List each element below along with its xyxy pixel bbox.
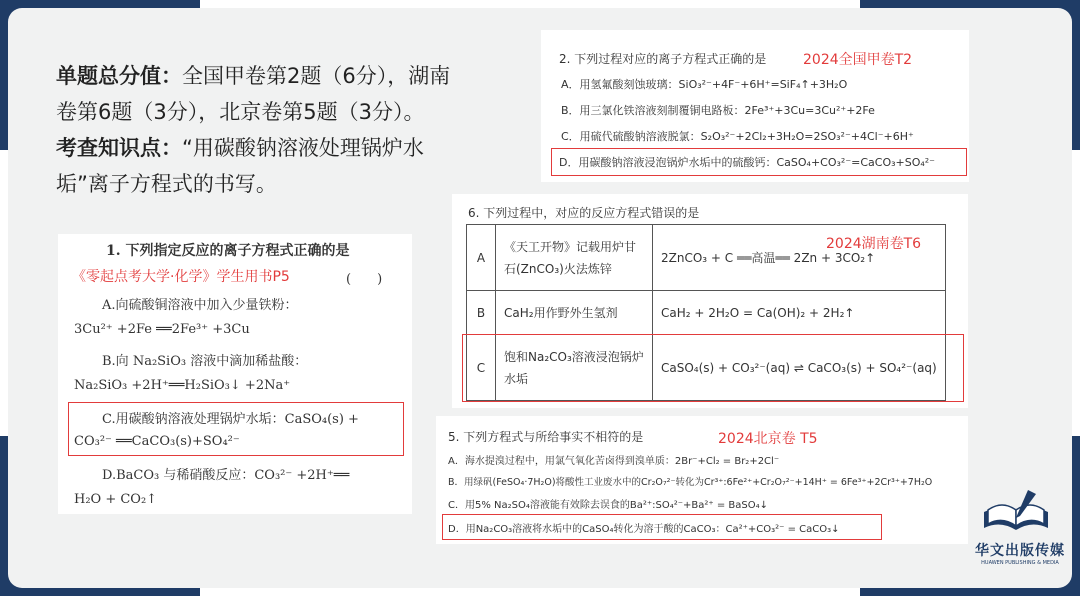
score-text: 全国甲卷第2题（6分），湖南卷第6题（3分），北京卷第5题（3分）。 (56, 64, 451, 124)
jia-option-c: C．用硫代硫酸钠溶液脱氯：S₂O₃²⁻+2Cl₂+3H₂O=2SO₃²⁻+4Cl⁻+6H⁺ (561, 130, 914, 143)
jia-option-b: B．用三氯化铁溶液刻制覆铜电路板：2Fe³⁺+3Cu=3Cu²⁺+2Fe (561, 104, 875, 117)
jia-option-d: D．用碳酸钠溶液浸泡锅炉水垢中的硫酸钙：CaSO₄+CO₃²⁻=CaCO₃+SO₄²⁻ (559, 156, 935, 169)
card-beijing (436, 416, 968, 544)
jia-option-a: A．用氢氟酸刻蚀玻璃：SiO₃²⁻+4F⁻+6H⁺=SiF₄↑+3H₂O (561, 78, 848, 91)
hunan-highlight-box (462, 334, 964, 402)
bj-question: 5. 下列方程式与所给事实不相符的是 (448, 430, 644, 444)
summary-text (56, 58, 466, 202)
bj-option-b: B．用绿矾(FeSO₄·7H₂O)将酸性工业废水中的Cr₂O₇²⁻转化为Cr³⁺:6Fe²⁺+Cr₂O₇²⁻+14H⁺ = 6Fe³⁺+2Cr³⁺+7H₂O (448, 477, 933, 488)
book-line-1: A.向硫酸铜溶液中加入少量铁粉： (102, 298, 298, 313)
row-eq: CaSO₄(s) + CO₃²⁻(aq) ⇌ CaCO₃(s) + SO₄²⁻(aq) (653, 335, 946, 401)
logo-name: 华文出版传媒 (975, 543, 1065, 559)
row-label: C (467, 335, 496, 401)
card-hunan (452, 194, 968, 408)
jia-tag: 2024全国甲卷T2 (803, 52, 913, 68)
row-eq: CaH₂ + 2H₂O = Ca(OH)₂ + 2H₂↑ (653, 291, 946, 335)
book-source: 《零起点考大学·化学》学生用书P5 (72, 269, 290, 285)
bj-tag: 2024北京卷 T5 (718, 431, 818, 447)
row-label: B (467, 291, 496, 335)
card-jia (541, 30, 969, 182)
book-line-6: CO₃²⁻ ══CaCO₃(s)+SO₄²⁻ (74, 434, 240, 449)
topic-text: “用碳酸钠溶液处理锅炉水垢”离子方程式的书写。 (56, 136, 424, 196)
row-desc: 《天工开物》记载用炉甘石(ZnCO₃)火法炼锌 (496, 225, 653, 291)
book-line-2: 3Cu²⁺ +2Fe ══2Fe³⁺ +3Cu (74, 322, 250, 337)
row-desc: CaH₂用作野外生氢剂 (496, 291, 653, 335)
hunan-question: 6. 下列过程中，对应的反应方程式错误的是 (468, 206, 700, 220)
book-question: 1. 下列指定反应的离子方程式正确的是 (106, 243, 350, 259)
row-desc: 饱和Na₂CO₃溶液浸泡锅炉水垢 (496, 335, 653, 401)
bj-option-a: A．海水提溴过程中，用氯气氧化苦卤得到溴单质：2Br⁻+Cl₂ = Br₂+2Cl⁻ (448, 456, 780, 467)
book-line-5: C.用碳酸钠溶液处理锅炉水垢：CaSO₄(s) + (102, 412, 359, 427)
publisher-logo (970, 488, 1070, 578)
bj-option-d: D．用Na₂CO₃溶液将水垢中的CaSO₄转化为溶于酸的CaCO₃：Ca²⁺+CO₃²⁻ = CaCO₃↓ (448, 524, 840, 535)
table-row (467, 225, 946, 291)
row-label: A (467, 225, 496, 291)
book-paren: ( ) (346, 272, 383, 287)
book-line-3: B.向 Na₂SiO₃ 溶液中滴加稀盐酸： (102, 354, 308, 369)
book-line-8: H₂O + CO₂↑ (74, 492, 158, 507)
card-textbook (58, 234, 412, 514)
jia-question: 2. 下列过程对应的离子方程式正确的是 (559, 52, 767, 66)
book-line-4: Na₂SiO₃ +2H⁺══H₂SiO₃↓ +2Na⁺ (74, 378, 291, 393)
book-line-7: D.BaCO₃ 与稀硝酸反应：CO₃²⁻ +2H⁺══ (102, 468, 350, 483)
book-pen-icon (980, 488, 1052, 532)
row-eq: 2ZnCO₃ + C ══高温══ 2Zn + 3CO₂↑ (653, 225, 946, 291)
hunan-tag: 2024湖南卷T6 (826, 236, 922, 252)
table-row (467, 291, 946, 335)
score-label: 单题总分值： (56, 64, 182, 88)
topic-label: 考查知识点： (56, 136, 182, 160)
bj-option-c: C．用5% Na₂SO₄溶液能有效除去误食的Ba²⁺:SO₄²⁻+Ba²⁺ = BaSO₄↓ (448, 500, 769, 511)
logo-sub: HUAWEN PUBLISHING & MEDIA (981, 560, 1059, 566)
